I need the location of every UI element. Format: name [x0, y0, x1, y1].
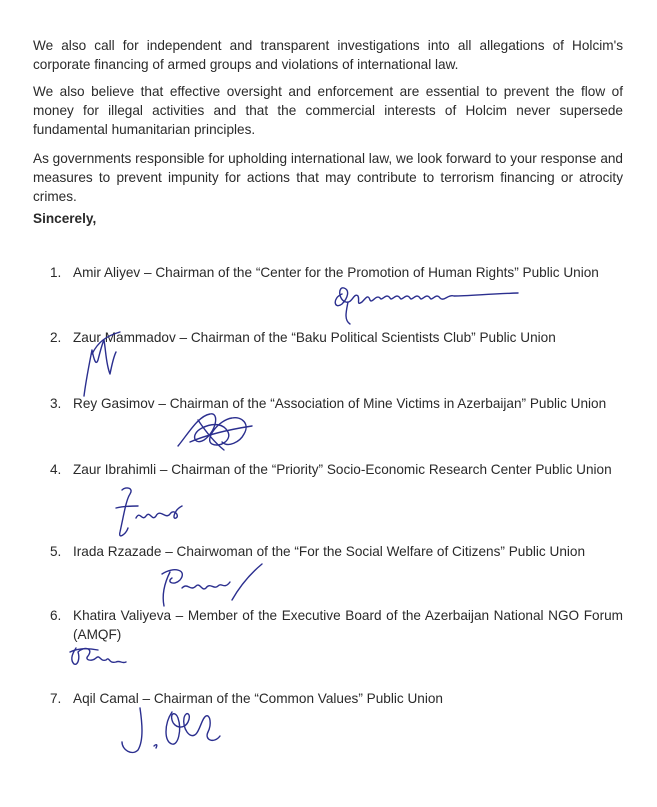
signatory-text: Rey Gasimov – Chairman of the “Association of Mine Victims in Azerbaijan” Public Union	[73, 396, 607, 411]
signatory-item	[50, 394, 623, 413]
signature-rey-gasimov	[170, 406, 260, 456]
signatory-item	[50, 460, 623, 479]
signatory-number: 2.	[50, 330, 62, 345]
signature-zaur-ibrahimli	[112, 484, 192, 542]
signature-khatira-valiyeva	[64, 642, 134, 672]
signatory-item	[50, 328, 623, 347]
signatory-number: 6.	[50, 608, 62, 623]
paragraph-investigations: We also call for independent and transparent investigations into all allegations of Holcim's corporate financing of armed groups and violations of international law.	[33, 38, 623, 72]
paragraph-oversight: We also believe that effective oversight and enforcement are essential to prevent the flow of money for illegal activities and that the commercial interests of Holcim never supersede fundamental humanitarian principles.	[33, 84, 623, 137]
signatory-text: Khatira Valiyeva – Member of the Executive Board of the Azerbaijan National NGO Forum (AMQF)	[73, 608, 623, 642]
signatory-number: 1.	[50, 265, 62, 280]
signature-zaur-mammadov	[76, 330, 124, 400]
signatory-text: Aqil Camal – Chairman of the “Common Values” Public Union	[73, 691, 443, 706]
signatory-text: Irada Rzazade – Chairwoman of the “For the Social Welfare of Citizens” Public Union	[73, 544, 586, 559]
signature-aqil-camal	[116, 700, 234, 760]
signature-amir-aliyev	[328, 278, 528, 330]
signatory-number: 5.	[50, 544, 62, 559]
closing-salutation: Sincerely,	[33, 211, 97, 226]
signatory-number: 7.	[50, 691, 62, 706]
paragraph-governments: As governments responsible for upholding international law, we look forward to your response and measures to prevent impunity for actions that may contribute to terrorism financing or atrocity crimes.	[33, 151, 623, 204]
signature-irada-rzazade	[148, 560, 268, 610]
signatory-number: 3.	[50, 396, 62, 411]
signatory-text: Zaur Mammadov – Chairman of the “Baku Political Scientists Club” Public Union	[73, 330, 556, 345]
signatory-text: Zaur Ibrahimli – Chairman of the “Priority” Socio-Economic Research Center Public Union	[73, 462, 612, 477]
signatory-item	[50, 606, 623, 644]
signatory-number: 4.	[50, 462, 62, 477]
signatory-item	[50, 542, 623, 561]
signatory-text: Amir Aliyev – Chairman of the “Center for the Promotion of Human Rights” Public Union	[73, 265, 599, 280]
